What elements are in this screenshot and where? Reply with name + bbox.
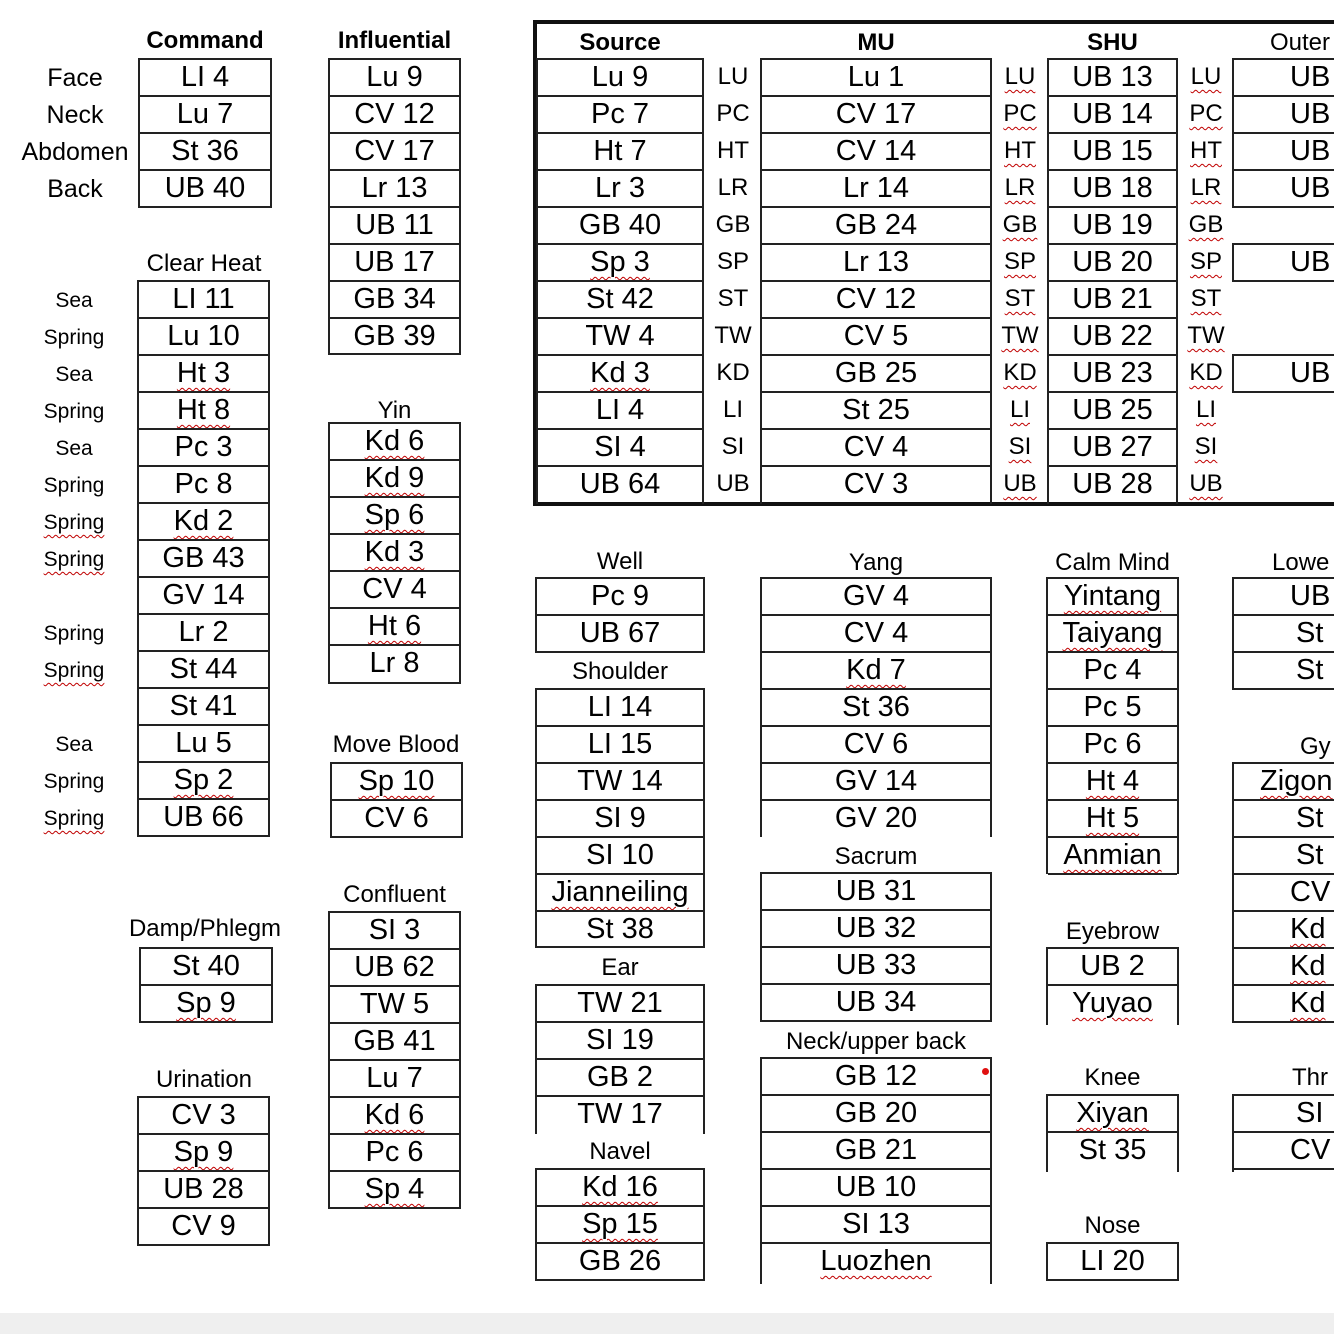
mu-meridian-label: LI — [1009, 396, 1030, 423]
source-meridian-label: LI — [722, 396, 743, 423]
influential-cell: Lr 13 — [330, 171, 459, 208]
calm-mind-cell: Yintang — [1048, 579, 1177, 616]
outer-cell: UB — [1232, 132, 1334, 171]
yin-title: Yin — [377, 397, 412, 424]
gy-cell: CV — [1234, 875, 1334, 912]
shu-meridian-label: LI — [1195, 396, 1216, 423]
well-title: Well — [596, 548, 644, 575]
mu-meridian-label: GB — [1002, 211, 1038, 238]
yang-cell: GV 20 — [834, 802, 918, 834]
yin-cell: Kd 3 — [330, 535, 459, 572]
lower-title: Lowe — [1272, 549, 1330, 576]
eyebrow-box — [1046, 947, 1179, 1025]
damp-phlegm-box — [139, 947, 273, 1023]
clear-heat-cell: Lu 5 — [139, 726, 268, 763]
shoulder-cell: LI 15 — [537, 727, 703, 764]
mu-cell: CV 3 — [843, 468, 909, 500]
mu-meridian-label: LR — [1004, 174, 1036, 201]
clear-heat-label: Spring — [43, 659, 105, 682]
mu-cell: GB 24 — [762, 208, 990, 245]
source-meridian-label: UB — [716, 470, 750, 497]
shoulder-title: Shoulder — [571, 658, 669, 685]
command-label: Back — [47, 175, 103, 203]
influential-cell: Lu 9 — [330, 60, 459, 97]
shu-cell: UB 15 — [1049, 134, 1176, 171]
shu-cell: UB 23 — [1049, 356, 1176, 393]
influential-cell: UB 17 — [330, 245, 459, 282]
source-cell: GB 40 — [538, 208, 702, 245]
shoulder-cell: TW 14 — [537, 764, 703, 801]
yin-cell: Lr 8 — [369, 647, 420, 679]
yang-cell: GV 4 — [762, 579, 990, 616]
shoulder-cell: Jianneiling — [537, 875, 703, 912]
knee-title: Knee — [1084, 1064, 1141, 1091]
move-blood-title: Move Blood — [332, 731, 460, 758]
shoulder-box — [535, 688, 705, 948]
mu-meridian-label: HT — [1004, 137, 1036, 164]
navel-title: Navel — [589, 1138, 651, 1165]
shu-cell: UB 18 — [1049, 171, 1176, 208]
knee-cell: Xiyan — [1048, 1096, 1177, 1133]
yin-box — [328, 422, 461, 684]
command-title: Command — [146, 27, 264, 54]
shu-cell: UB 25 — [1049, 393, 1176, 430]
navel-cell: Sp 15 — [537, 1207, 703, 1244]
source-meridian-label: LU — [717, 63, 749, 90]
clear-heat-cell: St 44 — [139, 652, 268, 689]
source-cell: Kd 3 — [538, 356, 702, 393]
clear-heat-cell: Pc 3 — [139, 430, 268, 467]
sacrum-cell: UB 34 — [835, 986, 917, 1018]
source-cell: SI 4 — [538, 430, 702, 467]
clear-heat-label: Sea — [55, 289, 93, 312]
calm-mind-title: Calm Mind — [1055, 549, 1170, 576]
urination-cell: Sp 9 — [139, 1135, 268, 1172]
lower-cell: St — [1234, 653, 1334, 690]
command-cell: UB 40 — [164, 172, 246, 204]
knee-box — [1046, 1094, 1179, 1172]
yang-title: Yang — [848, 549, 904, 576]
move-blood-box — [330, 762, 463, 838]
yang-cell: St 36 — [762, 690, 990, 727]
shu-cell: UB 13 — [1049, 60, 1176, 97]
source-meridian-label: ST — [717, 285, 749, 312]
influential-title: Influential — [337, 27, 452, 54]
gy-title: Gy — [1300, 733, 1331, 760]
lower-cell: UB — [1234, 579, 1334, 616]
source-meridian-label: SI — [721, 433, 745, 460]
yang-box — [760, 577, 992, 837]
source-title: Source — [579, 29, 661, 56]
confluent-cell: Kd 6 — [330, 1098, 459, 1135]
source-meridian-label: GB — [715, 211, 751, 238]
clear-heat-title: Clear Heat — [146, 250, 262, 277]
mu-meridian-label: TW — [1001, 322, 1039, 349]
mu-cell: CV 5 — [762, 319, 990, 356]
mu-meridian-label: UB — [1003, 470, 1037, 497]
navel-cell: Kd 16 — [537, 1170, 703, 1207]
ear-cell: TW 21 — [537, 986, 703, 1023]
calm-mind-cell: Anmian — [1048, 838, 1177, 875]
clear-heat-label: Spring — [43, 511, 105, 534]
shu-meridian-label: SP — [1189, 248, 1222, 275]
mu-column — [760, 58, 992, 504]
shoulder-cell: SI 9 — [537, 801, 703, 838]
source-cell: Lr 3 — [538, 171, 702, 208]
yang-cell: GV 14 — [762, 764, 990, 801]
navel-cell: GB 26 — [578, 1245, 662, 1277]
red-dot-marker — [982, 1068, 989, 1075]
clear-heat-label: Spring — [43, 548, 105, 571]
confluent-cell: Lu 7 — [330, 1061, 459, 1098]
shu-cell: UB 20 — [1049, 245, 1176, 282]
command-label: Abdomen — [21, 138, 129, 166]
move-blood-cell: Sp 10 — [332, 764, 461, 801]
knee-cell: St 35 — [1078, 1134, 1147, 1166]
mu-cell: Lu 1 — [762, 60, 990, 97]
calm-mind-cell: Ht 5 — [1048, 801, 1177, 838]
bottom-strip — [0, 1313, 1334, 1334]
mu-meridian-label: ST — [1004, 285, 1036, 312]
clear-heat-cell: Ht 8 — [139, 393, 268, 430]
shu-meridian-label: HT — [1190, 137, 1222, 164]
command-labels — [20, 60, 130, 208]
shu-meridian-label: UB — [1189, 470, 1223, 497]
navel-box — [535, 1168, 705, 1281]
shu-meridian-label: ST — [1190, 285, 1222, 312]
nose-cell: LI 20 — [1080, 1245, 1145, 1277]
sacrum-cell: UB 33 — [762, 948, 990, 985]
mu-meridian-label: PC — [1003, 100, 1037, 127]
clear-heat-label: Spring — [43, 807, 105, 830]
source-meridian-label: PC — [716, 100, 750, 127]
yang-cell: CV 6 — [762, 727, 990, 764]
clear-heat-cell: GB 43 — [139, 541, 268, 578]
yang-cell: Kd 7 — [762, 653, 990, 690]
thr-cell: CV — [1234, 1133, 1334, 1170]
urination-cell: UB 28 — [139, 1172, 268, 1209]
clear-heat-label — [30, 578, 118, 615]
nose-box — [1046, 1242, 1179, 1281]
sacrum-title: Sacrum — [834, 843, 918, 870]
neck-upper-back-cell: UB 10 — [762, 1170, 990, 1207]
source-cell: Lu 9 — [538, 60, 702, 97]
yin-cell: Kd 9 — [330, 461, 459, 498]
clear-heat-label: Spring — [43, 474, 105, 497]
well-box — [535, 577, 705, 653]
lower-box — [1232, 577, 1334, 690]
clear-heat-label: Spring — [43, 326, 105, 349]
gy-cell: St — [1234, 838, 1334, 875]
mu-cell: GB 25 — [762, 356, 990, 393]
shu-cell: UB 28 — [1072, 468, 1153, 500]
mu-title: MU — [857, 29, 895, 56]
source-cell: TW 4 — [538, 319, 702, 356]
command-box — [138, 58, 272, 208]
command-cell: Lu 7 — [140, 97, 270, 134]
clear-heat-cell: Ht 3 — [139, 356, 268, 393]
eyebrow-cell: UB 2 — [1048, 949, 1177, 986]
influential-cell: CV 17 — [330, 134, 459, 171]
shoulder-cell: LI 14 — [537, 690, 703, 727]
source-meridian-label: KD — [716, 359, 750, 386]
command-cell: LI 4 — [140, 60, 270, 97]
mu-cell: Lr 14 — [762, 171, 990, 208]
clear-heat-box — [137, 280, 270, 837]
clear-heat-cell: Sp 2 — [139, 763, 268, 800]
source-column — [536, 58, 704, 504]
outer-cell: UB — [1232, 169, 1334, 208]
yin-cell: Kd 6 — [330, 424, 459, 461]
urination-cell: CV 9 — [171, 1210, 236, 1242]
yin-cell: Ht 6 — [330, 609, 459, 646]
shu-meridian-label: LU — [1190, 63, 1222, 90]
source-cell: Ht 7 — [538, 134, 702, 171]
confluent-cell: GB 41 — [330, 1024, 459, 1061]
calm-mind-cell: Pc 4 — [1048, 653, 1177, 690]
clear-heat-cell: Kd 2 — [139, 504, 268, 541]
yin-cell: CV 4 — [330, 572, 459, 609]
mu-cell: CV 14 — [762, 134, 990, 171]
neck-upper-back-cell: GB 20 — [762, 1096, 990, 1133]
shu-cell: UB 14 — [1049, 97, 1176, 134]
clear-heat-labels — [30, 282, 118, 837]
urination-cell: CV 3 — [139, 1098, 268, 1135]
shu-title: SHU — [1087, 29, 1138, 56]
source-meridian-label: SP — [716, 248, 749, 275]
shu-meridian-label: SI — [1194, 433, 1218, 460]
confluent-box — [328, 911, 461, 1209]
influential-cell: GB 39 — [353, 320, 436, 352]
outer-title: Outer — [1270, 29, 1331, 56]
neck-upper-back-box — [760, 1057, 992, 1284]
urination-title: Urination — [155, 1066, 253, 1093]
mu-cell: St 25 — [762, 393, 990, 430]
outer-cell: UB — [1232, 243, 1334, 282]
ear-box — [535, 984, 705, 1134]
command-label: Neck — [46, 101, 104, 129]
mu-cell: CV 4 — [762, 430, 990, 467]
thr-box — [1232, 1094, 1334, 1172]
confluent-cell: Sp 4 — [364, 1173, 425, 1205]
mu-cell: CV 12 — [762, 282, 990, 319]
confluent-cell: UB 62 — [330, 950, 459, 987]
ear-title: Ear — [601, 954, 639, 981]
ear-cell: TW 17 — [577, 1098, 663, 1130]
shu-meridian-label: TW — [1187, 322, 1225, 349]
eyebrow-title: Eyebrow — [1065, 918, 1160, 945]
nose-title: Nose — [1084, 1212, 1141, 1239]
confluent-title: Confluent — [343, 881, 446, 908]
gy-cell: Kd — [1290, 987, 1326, 1019]
clear-heat-label: Spring — [43, 400, 105, 423]
command-cell: St 36 — [140, 134, 270, 171]
clear-heat-label: Spring — [43, 770, 105, 793]
sacrum-cell: UB 31 — [762, 874, 990, 911]
mu-meridian-label: SP — [1003, 248, 1036, 275]
mu-cell: Lr 13 — [762, 245, 990, 282]
yang-cell: CV 4 — [762, 616, 990, 653]
calm-mind-cell: Taiyang — [1048, 616, 1177, 653]
clear-heat-label — [30, 689, 118, 726]
calm-mind-cell: Ht 4 — [1048, 764, 1177, 801]
clear-heat-cell: Lr 2 — [139, 615, 268, 652]
shu-cell: UB 22 — [1049, 319, 1176, 356]
neck-upper-back-cell: GB 12 — [762, 1059, 990, 1096]
clear-heat-cell: St 41 — [139, 689, 268, 726]
clear-heat-cell: UB 66 — [163, 801, 244, 833]
clear-heat-label: Sea — [55, 437, 93, 460]
neck-upper-back-cell: SI 13 — [762, 1207, 990, 1244]
shu-cell: UB 21 — [1049, 282, 1176, 319]
damp-phlegm-cell: Sp 9 — [176, 987, 236, 1019]
command-label: Face — [47, 64, 103, 92]
shoulder-cell: St 38 — [586, 913, 654, 945]
shu-meridian-label: GB — [1188, 211, 1224, 238]
mu-meridian-label: KD — [1003, 359, 1037, 386]
clear-heat-cell: LI 11 — [139, 282, 268, 319]
yin-cell: Sp 6 — [330, 498, 459, 535]
confluent-cell: SI 3 — [330, 913, 459, 950]
clear-heat-cell: GV 14 — [139, 578, 268, 615]
source-cell: Sp 3 — [538, 245, 702, 282]
mu-cell: CV 17 — [762, 97, 990, 134]
lower-cell: St — [1234, 616, 1334, 653]
neck-upper-back-cell: Luozhen — [820, 1245, 932, 1277]
neck-upper-back-title: Neck/upper back — [785, 1028, 967, 1055]
influential-box — [328, 58, 461, 355]
shu-column — [1047, 58, 1178, 504]
shu-meridian-label: LR — [1190, 174, 1222, 201]
shoulder-cell: SI 10 — [537, 838, 703, 875]
sacrum-box — [760, 872, 992, 1022]
source-cell: Pc 7 — [538, 97, 702, 134]
eyebrow-cell: Yuyao — [1072, 987, 1153, 1019]
outer-cell: UB — [1232, 95, 1334, 134]
ear-cell: SI 19 — [537, 1023, 703, 1060]
source-meridian-label: TW — [714, 322, 752, 349]
shu-cell: UB 19 — [1049, 208, 1176, 245]
clear-heat-label: Sea — [55, 733, 93, 756]
clear-heat-cell: Lu 10 — [139, 319, 268, 356]
calm-mind-cell: Pc 6 — [1048, 727, 1177, 764]
shu-meridian-label: PC — [1189, 100, 1223, 127]
confluent-cell: Pc 6 — [330, 1135, 459, 1172]
source-cell: LI 4 — [538, 393, 702, 430]
thr-title: Thr — [1292, 1064, 1328, 1091]
gy-cell: St — [1234, 801, 1334, 838]
neck-upper-back-cell: GB 21 — [762, 1133, 990, 1170]
urination-box — [137, 1096, 270, 1246]
outer-cell: UB — [1232, 58, 1334, 97]
influential-cell: CV 12 — [330, 97, 459, 134]
damp-phlegm-title: Damp/Phlegm — [128, 915, 282, 942]
calm-mind-box — [1046, 577, 1179, 874]
source-cell: St 42 — [538, 282, 702, 319]
source-meridian-label: LR — [717, 174, 749, 201]
gy-cell: Kd — [1234, 949, 1334, 986]
outer-cell: UB — [1232, 354, 1334, 393]
shu-meridian-label: KD — [1189, 359, 1223, 386]
clear-heat-cell: Pc 8 — [139, 467, 268, 504]
mu-meridian-label: SI — [1008, 433, 1032, 460]
gy-cell: Zigon — [1234, 764, 1334, 801]
ear-cell: GB 2 — [537, 1060, 703, 1097]
damp-phlegm-cell: St 40 — [141, 949, 271, 986]
confluent-cell: TW 5 — [330, 987, 459, 1024]
calm-mind-cell: Pc 5 — [1048, 690, 1177, 727]
source-cell: UB 64 — [579, 468, 661, 500]
influential-cell: GB 34 — [330, 282, 459, 319]
sacrum-cell: UB 32 — [762, 911, 990, 948]
influential-cell: UB 11 — [330, 208, 459, 245]
shu-cell: UB 27 — [1049, 430, 1176, 467]
mu-meridian-label: LU — [1004, 63, 1036, 90]
well-cell: UB 67 — [579, 617, 661, 649]
move-blood-cell: CV 6 — [364, 802, 429, 834]
clear-heat-label: Sea — [55, 363, 93, 386]
gy-box — [1232, 762, 1334, 1023]
clear-heat-label: Spring — [43, 622, 105, 645]
gy-cell: Kd — [1234, 912, 1334, 949]
well-cell: Pc 9 — [537, 579, 703, 616]
thr-cell: SI — [1234, 1096, 1334, 1133]
source-meridian-label: HT — [717, 137, 749, 164]
